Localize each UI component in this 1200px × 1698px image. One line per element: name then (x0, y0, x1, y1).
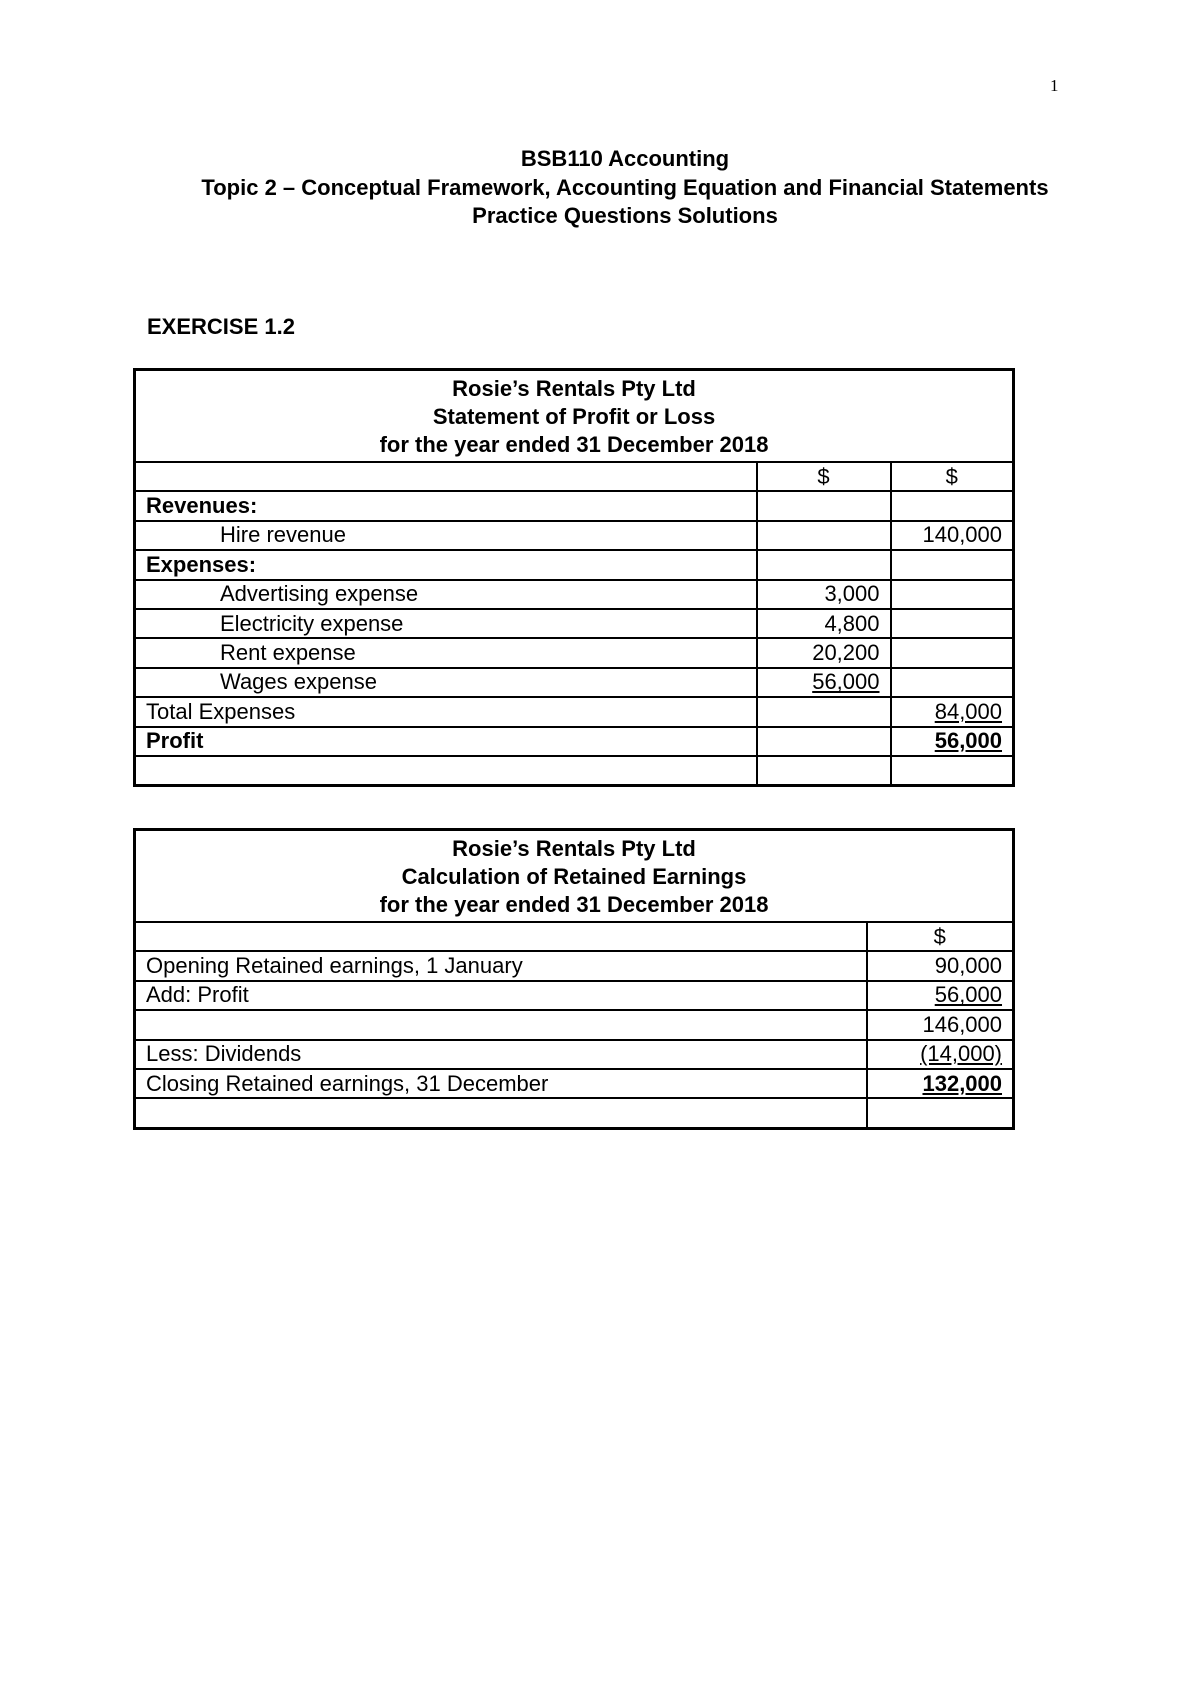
closing-label: Closing Retained earnings, 31 December (135, 1069, 867, 1098)
underlined-value: (14,000) (920, 1041, 1003, 1067)
line-item-label: Advertising expense (135, 580, 757, 609)
underlined-value: 56,000 (812, 669, 880, 695)
table-cell (757, 727, 891, 756)
table-cell (867, 1098, 1014, 1128)
total-label: Total Expenses (135, 697, 757, 726)
table-row (135, 550, 1014, 579)
table-row (135, 756, 1014, 786)
profit-label: Profit (135, 727, 757, 756)
table-row (135, 1040, 1014, 1069)
statement-name: Statement of Profit or Loss (432, 404, 716, 429)
table-cell (135, 922, 867, 951)
exercise-title: EXERCISE 1.2 (147, 314, 295, 339)
column-header: $ (891, 462, 1014, 491)
company-name: Rosie’s Rentals Pty Ltd (452, 376, 696, 401)
company-name: Rosie’s Rentals Pty Ltd (452, 836, 696, 861)
table-row (135, 1010, 1014, 1039)
table-row (135, 727, 1014, 756)
line-item-label: Less: Dividends (135, 1040, 867, 1069)
line-item-label: Rent expense (135, 638, 757, 667)
table-cell (891, 668, 1014, 697)
column-header: $ (757, 462, 891, 491)
topic-title: Topic 2 – Conceptual Framework, Accounting Equation and Financial Statements (201, 174, 1049, 200)
table-cell (891, 638, 1014, 667)
table-row (135, 1069, 1014, 1098)
table-cell (757, 491, 891, 520)
table-title (135, 370, 1014, 463)
line-item-label: Opening Retained earnings, 1 January (135, 951, 867, 980)
table-title (135, 830, 1014, 923)
table-row (135, 668, 1014, 697)
line-item-value: 20,200 (757, 638, 891, 667)
underlined-value: 56,000 (934, 728, 1003, 754)
line-item-value (867, 1040, 1014, 1069)
line-item-value: 90,000 (867, 951, 1014, 980)
table-title-row (135, 370, 1014, 463)
table-row (135, 491, 1014, 520)
table-row (135, 521, 1014, 550)
underlined-value: 132,000 (922, 1070, 1003, 1096)
table-row (135, 697, 1014, 726)
table-cell (757, 756, 891, 786)
profit-loss-table (133, 368, 1015, 787)
table-cell (135, 462, 757, 491)
table-row (135, 580, 1014, 609)
table-cell (891, 756, 1014, 786)
line-item-label: Wages expense (135, 668, 757, 697)
table-row (135, 922, 1014, 951)
table-row (135, 1098, 1014, 1128)
line-item-value: 140,000 (891, 521, 1014, 550)
table-title-row (135, 830, 1014, 923)
column-header: $ (867, 922, 1014, 951)
statement-period: for the year ended 31 December 2018 (379, 432, 769, 457)
document-header (130, 145, 1120, 231)
section-label: Expenses: (135, 550, 757, 579)
total-value (891, 697, 1014, 726)
underlined-value: 84,000 (934, 698, 1003, 724)
table-cell (891, 580, 1014, 609)
line-item-label: Hire revenue (135, 521, 757, 550)
line-item-label: Add: Profit (135, 981, 867, 1010)
table-cell (135, 756, 757, 786)
profit-value (891, 727, 1014, 756)
table-cell (757, 550, 891, 579)
table-cell (891, 491, 1014, 520)
table-cell (135, 1098, 867, 1128)
section-label: Revenues: (135, 491, 757, 520)
line-item-label: Electricity expense (135, 609, 757, 638)
table-row (135, 462, 1014, 491)
underlined-value: 56,000 (934, 982, 1003, 1008)
closing-value (867, 1069, 1014, 1098)
table-cell (891, 609, 1014, 638)
subtotal-value: 146,000 (867, 1010, 1014, 1039)
course-title: BSB110 Accounting (520, 146, 730, 171)
table-cell (891, 550, 1014, 579)
retained-earnings-table (133, 828, 1015, 1130)
table-row (135, 951, 1014, 980)
line-item-value: 3,000 (757, 580, 891, 609)
line-item-value (757, 668, 891, 697)
line-item-value (867, 981, 1014, 1010)
statement-name: Calculation of Retained Earnings (401, 864, 747, 889)
statement-period: for the year ended 31 December 2018 (379, 892, 769, 917)
line-item-value: 4,800 (757, 609, 891, 638)
table-cell (757, 697, 891, 726)
table-row (135, 638, 1014, 667)
page-number: 1 (1050, 76, 1059, 95)
table-row (135, 981, 1014, 1010)
document-subtitle: Practice Questions Solutions (472, 203, 778, 228)
table-cell (135, 1010, 867, 1039)
table-cell (757, 521, 891, 550)
table-row (135, 609, 1014, 638)
